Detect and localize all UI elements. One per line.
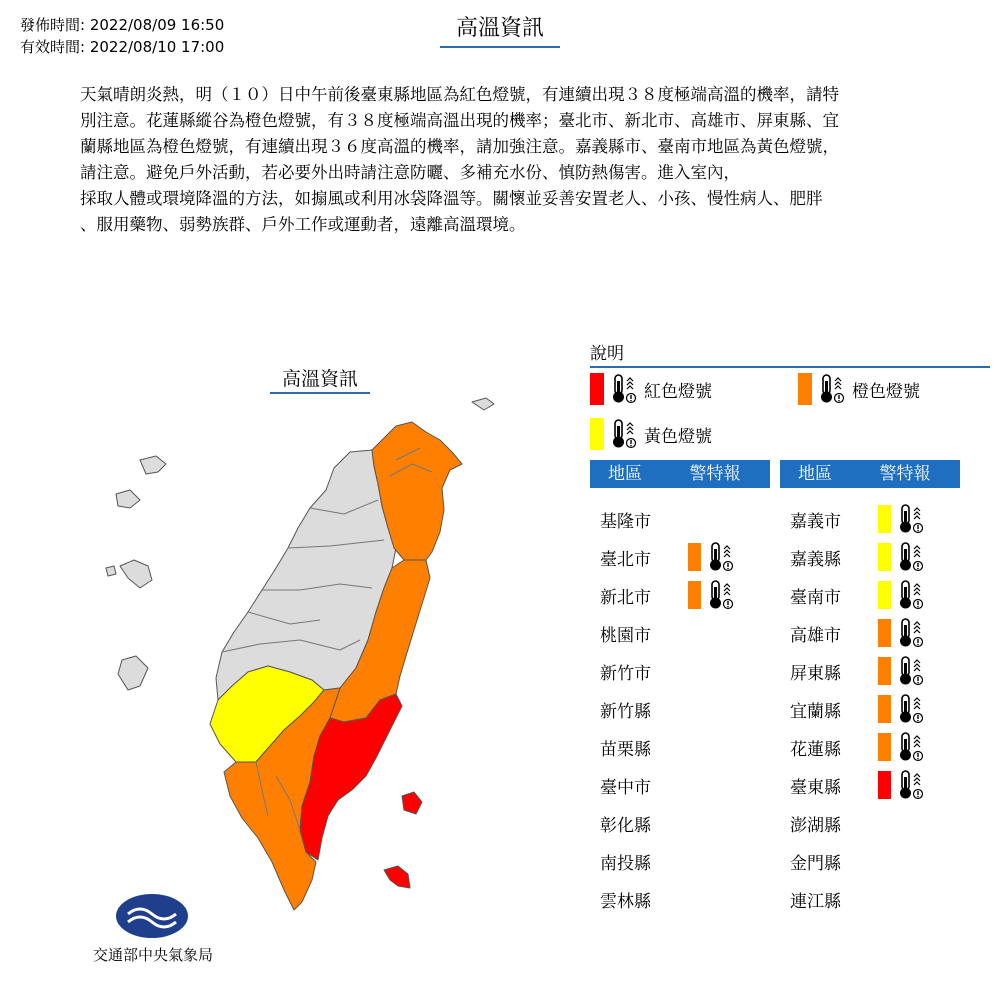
region-name: 苗栗縣 [600, 739, 651, 760]
region-name: 新北市 [600, 587, 651, 608]
table-row [790, 804, 878, 842]
legend-label: 橙色燈號 [852, 381, 920, 402]
region-name: 屏東縣 [790, 663, 841, 684]
table-row [790, 690, 925, 728]
table-row [600, 880, 688, 918]
agency-name: 交通部中央氣象局 [92, 946, 213, 964]
legend-title: 說明 [590, 342, 990, 368]
yellow-swatch [878, 543, 891, 571]
orange-swatch [878, 695, 891, 723]
warning-indicator [688, 541, 735, 573]
region-name: 臺北市 [600, 549, 651, 570]
page-title: 高溫資訊 [440, 14, 560, 48]
table-row [790, 880, 878, 918]
table-row [600, 804, 688, 842]
legend-item-orange [798, 373, 920, 405]
valid-time: 有效時間: 2022/08/10 17:00 [20, 38, 225, 56]
region-name: 基隆市 [600, 511, 651, 532]
table-row [790, 538, 925, 576]
region-name: 嘉義市 [790, 511, 841, 532]
table-row [600, 728, 688, 766]
region-name: 彰化縣 [600, 815, 651, 836]
orange-swatch [688, 581, 701, 609]
table-row [600, 690, 688, 728]
warning-indicator [878, 617, 925, 649]
green-island [402, 792, 422, 814]
region-name: 連江縣 [790, 891, 841, 912]
table-row [790, 652, 925, 690]
thermometer-icon [897, 769, 925, 801]
region-name: 澎湖縣 [790, 815, 841, 836]
thermometer-icon [610, 418, 638, 450]
description-line: 天氣晴朗炎熱，明（１０）日中午前後臺東縣地區為紅色燈號，有連續出現３８度極端高溫的機率，請特 [80, 85, 839, 104]
thermometer-icon [897, 655, 925, 687]
region-name: 新竹市 [600, 663, 651, 684]
orange-swatch [878, 619, 891, 647]
penghu-islands [106, 456, 166, 690]
table-row [790, 766, 925, 804]
thermometer-icon [897, 693, 925, 725]
red-swatch [878, 771, 891, 799]
table-row [600, 614, 688, 652]
orange-swatch [798, 373, 812, 405]
table-row [790, 842, 878, 880]
table-row [790, 728, 925, 766]
red-swatch [590, 373, 604, 405]
region-name: 南投縣 [600, 853, 651, 874]
guishan-island [472, 398, 494, 410]
yellow-swatch [878, 581, 891, 609]
region-name: 臺東縣 [790, 777, 841, 798]
table-row [600, 576, 735, 614]
orange-swatch [688, 543, 701, 571]
table-header-right [780, 460, 960, 488]
description-line: 蘭縣地區為橙色燈號，有連續出現３６度高溫的機率，請加強注意。嘉義縣市、臺南市地區為黃色燈號， [80, 137, 839, 156]
table-row [600, 766, 688, 804]
column-warning: 警特報 [689, 464, 741, 484]
description-line: 別注意。花蓮縣縱谷為橙色燈號，有３８度極端高溫出現的機率；臺北市、新北市、高雄市、屏東縣、宜 [80, 111, 839, 130]
orange-swatch [878, 657, 891, 685]
thermometer-icon [707, 541, 735, 573]
description-line: 請注意。避免戶外活動，若必要外出時請注意防曬、多補充水份、慎防熱傷害。進入室內， [80, 163, 740, 182]
thermometer-icon [610, 373, 638, 405]
region-name: 臺中市 [600, 777, 651, 798]
warning-indicator [688, 579, 735, 611]
region-name: 宜蘭縣 [790, 701, 841, 722]
region-name: 嘉義縣 [790, 549, 841, 570]
table-row [600, 500, 688, 538]
column-region: 地區 [608, 464, 642, 484]
cwb-logo [116, 894, 188, 938]
description-line: 、服用藥物、弱勢族群、戶外工作或運動者，遠離高溫環境。 [80, 215, 526, 234]
description-line: 採取人體或環境降溫的方法，如搧風或利用冰袋降溫等。關懷並妥善安置老人、小孩、慢性病人、肥胖 [80, 189, 823, 208]
thermometer-icon [707, 579, 735, 611]
warning-indicator [878, 579, 925, 611]
table-header-left [590, 460, 770, 488]
legend-item-yellow [590, 418, 712, 450]
legend-label: 紅色燈號 [644, 381, 712, 402]
region-name: 花蓮縣 [790, 739, 841, 760]
thermometer-icon [897, 503, 925, 535]
column-region: 地區 [798, 464, 832, 484]
thermometer-icon [818, 373, 846, 405]
yellow-swatch [590, 418, 604, 450]
table-row [790, 500, 925, 538]
warning-indicator [878, 655, 925, 687]
warning-indicator [878, 693, 925, 725]
region-name: 雲林縣 [600, 891, 651, 912]
table-row [790, 576, 925, 614]
region-name: 新竹縣 [600, 701, 651, 722]
table-row [600, 842, 688, 880]
table-row [790, 614, 925, 652]
orchid-island [384, 866, 410, 888]
yellow-swatch [878, 505, 891, 533]
thermometer-icon [897, 731, 925, 763]
region-name: 桃園市 [600, 625, 651, 646]
warning-indicator [878, 541, 925, 573]
warning-indicator [878, 731, 925, 763]
thermometer-icon [897, 579, 925, 611]
region-name: 金門縣 [790, 853, 841, 874]
issue-time: 發佈時間: 2022/08/09 16:50 [20, 16, 225, 34]
table-row [600, 538, 735, 576]
region-name: 高雄市 [790, 625, 841, 646]
region-name: 臺南市 [790, 587, 841, 608]
legend-item-red [590, 373, 712, 405]
map-title: 高溫資訊 [270, 366, 370, 394]
legend-label: 黃色燈號 [644, 426, 712, 447]
thermometer-icon [897, 541, 925, 573]
column-warning: 警特報 [879, 464, 931, 484]
thermometer-icon [897, 617, 925, 649]
warning-indicator [878, 769, 925, 801]
orange-swatch [878, 733, 891, 761]
warning-indicator [878, 503, 925, 535]
table-row [600, 652, 688, 690]
